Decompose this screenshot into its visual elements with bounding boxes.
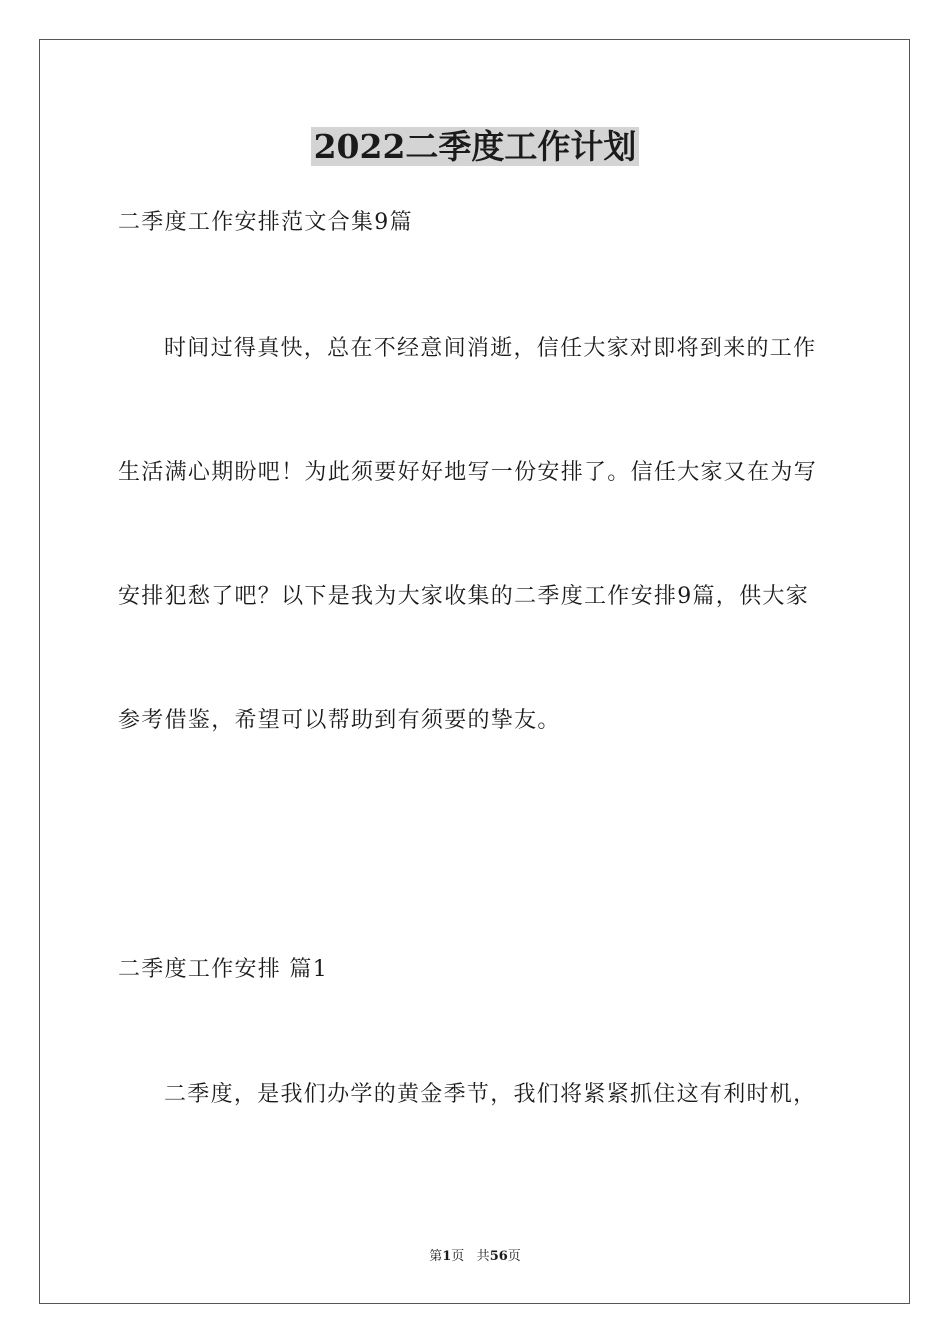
page-footer xyxy=(0,1248,950,1266)
section-heading: 二季度工作安排 篇1 xyxy=(118,957,328,982)
intro-line-2: 生活满心期盼吧！为此须要好好地写一份安排了。信任大家又在为写 xyxy=(118,460,818,485)
footer-page-prefix: 第 xyxy=(429,1249,443,1264)
footer-total-suffix: 页 xyxy=(507,1249,521,1264)
section-line-1: 二季度，是我们办学的黄金季节，我们将紧紧抓住这有利时机， xyxy=(164,1082,817,1107)
footer-page-number: 1 xyxy=(442,1249,452,1264)
footer-total-pages: 56 xyxy=(489,1249,508,1264)
footer-total-prefix: 共 xyxy=(476,1249,490,1264)
document-title-text: 2022二季度工作计划 xyxy=(311,127,640,166)
intro-line-4: 参考借鉴，希望可以帮助到有须要的挚友。 xyxy=(118,708,561,733)
intro-line-1: 时间过得真快，总在不经意间消逝，信任大家对即将到来的工作 xyxy=(164,336,817,361)
document-subtitle: 二季度工作安排范文合集9篇 xyxy=(118,210,413,235)
footer-page-suffix: 页 xyxy=(451,1249,465,1264)
intro-line-3: 安排犯愁了吧？以下是我为大家收集的二季度工作安排9篇，供大家 xyxy=(118,584,809,609)
document-title xyxy=(0,126,950,168)
